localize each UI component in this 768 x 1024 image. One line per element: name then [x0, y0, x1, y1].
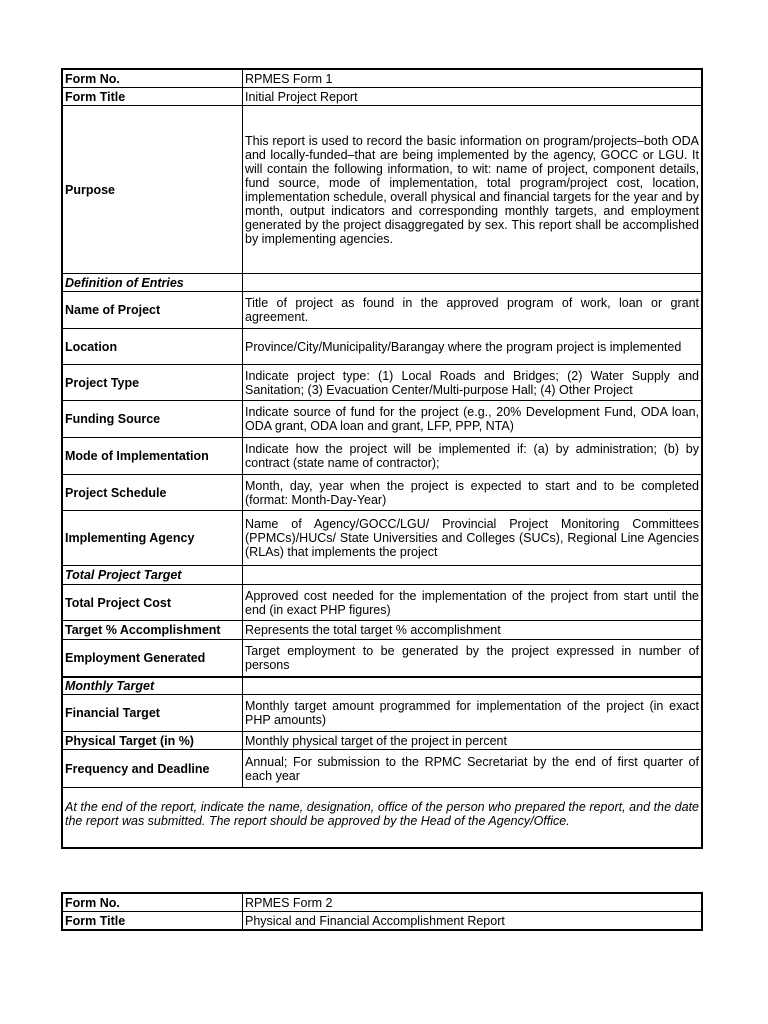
monthly-target-header: Monthly Target [63, 677, 243, 695]
entry-row [63, 640, 702, 677]
entry-row [63, 621, 702, 640]
purpose-label: Purpose [63, 106, 243, 274]
entry-desc: Monthly physical target of the project in percent [243, 732, 702, 750]
entry-desc: Approved cost needed for the implementation of the project from start until the end (in exact PHP figures) [243, 585, 702, 621]
entry-label: Total Project Cost [63, 585, 243, 621]
total-target-header-row [63, 566, 702, 585]
entry-desc: Province/City/Municipality/Barangay where the program project is implemented [243, 329, 702, 365]
entry-desc: Month, day, year when the project is expected to start and to be completed (format: Month-Day-Year) [243, 475, 702, 511]
entry-label: Implementing Agency [63, 511, 243, 566]
footnote-text: At the end of the report, indicate the name, designation, office of the person who prepared the report, and the date the report was submitted. The report should be approved by the Head of the Agency/Office. [63, 788, 702, 848]
entry-label: Project Type [63, 365, 243, 401]
entry-label: Funding Source [63, 401, 243, 438]
total-target-header: Total Project Target [63, 566, 243, 585]
entry-label: Mode of Implementation [63, 438, 243, 475]
form-title-row [63, 912, 702, 930]
entry-row [63, 438, 702, 475]
entry-desc: Monthly target amount programmed for implementation of the project (in exact PHP amounts) [243, 695, 702, 732]
entry-desc: Annual; For submission to the RPMC Secretariat by the end of first quarter of each year [243, 750, 702, 788]
form-title-label: Form Title [63, 88, 243, 106]
entry-row [63, 292, 702, 329]
form-no-label: Form No. [63, 70, 243, 88]
entry-label: Name of Project [63, 292, 243, 329]
entry-desc: Target employment to be generated by the project expressed in number of persons [243, 640, 702, 677]
entry-desc: Indicate how the project will be implemented if: (a) by administration; (b) by contract (state name of contractor); [243, 438, 702, 475]
entry-row [63, 329, 702, 365]
entry-row [63, 585, 702, 621]
entry-label: Frequency and Deadline [63, 750, 243, 788]
entry-desc: Indicate project type: (1) Local Roads and Bridges; (2) Water Supply and Sanitation; (3) Evacuation Center/Multi-purpose Hall; (4) Other Project [243, 365, 702, 401]
monthly-target-header-row [63, 677, 702, 695]
rpmes-form-2-table [62, 893, 702, 930]
entry-row [63, 365, 702, 401]
rpmes-form-1-table [62, 69, 702, 848]
entry-label: Project Schedule [63, 475, 243, 511]
form-no-value: RPMES Form 1 [243, 70, 702, 88]
definition-header-row [63, 274, 702, 292]
form-no-label: Form No. [63, 894, 243, 912]
definition-header: Definition of Entries [63, 274, 243, 292]
entry-label: Physical Target (in %) [63, 732, 243, 750]
form-title-row [63, 88, 702, 106]
entry-label: Target % Accomplishment [63, 621, 243, 640]
form-title-value: Physical and Financial Accomplishment Report [243, 912, 702, 930]
entry-label: Location [63, 329, 243, 365]
entry-row [63, 695, 702, 732]
entry-desc: Title of project as found in the approved program of work, loan or grant agreement. [243, 292, 702, 329]
form-title-label: Form Title [63, 912, 243, 930]
entry-desc: Name of Agency/GOCC/LGU/ Provincial Project Monitoring Committees (PPMCs)/HUCs/ State Universities and Colleges (SUCs), Regional Line Agencies (RLAs) that implements the project [243, 511, 702, 566]
form-no-row [63, 894, 702, 912]
entry-row [63, 475, 702, 511]
entry-desc: Indicate source of fund for the project (e.g., 20% Development Fund, ODA loan, ODA grant, ODA loan and grant, LFP, PPP, NTA) [243, 401, 702, 438]
entry-desc: Represents the total target % accomplishment [243, 621, 702, 640]
entry-label: Employment Generated [63, 640, 243, 677]
entry-row [63, 750, 702, 788]
entry-row [63, 732, 702, 750]
entry-row [63, 511, 702, 566]
footnote-row [63, 788, 702, 848]
entry-label: Financial Target [63, 695, 243, 732]
empty-cell [243, 677, 702, 695]
form-no-row [63, 70, 702, 88]
purpose-text: This report is used to record the basic information on program/projects–both ODA and locally-funded–that are being implemented by the agency, GOCC or LGU. It will contain the following information, to wit: name of project, component details, fund source, mode of implementation, total program/project cost, location, implementation schedule, overall physical and financial targets for the year and by month, output indicators and corresponding monthly targets, and employment generated by the project disaggregated by sex. This report shall be accomplished by implementing agencies. [243, 106, 702, 274]
form-title-value: Initial Project Report [243, 88, 702, 106]
empty-cell [243, 566, 702, 585]
purpose-row [63, 106, 702, 274]
empty-cell [243, 274, 702, 292]
entry-row [63, 401, 702, 438]
form-no-value: RPMES Form 2 [243, 894, 702, 912]
